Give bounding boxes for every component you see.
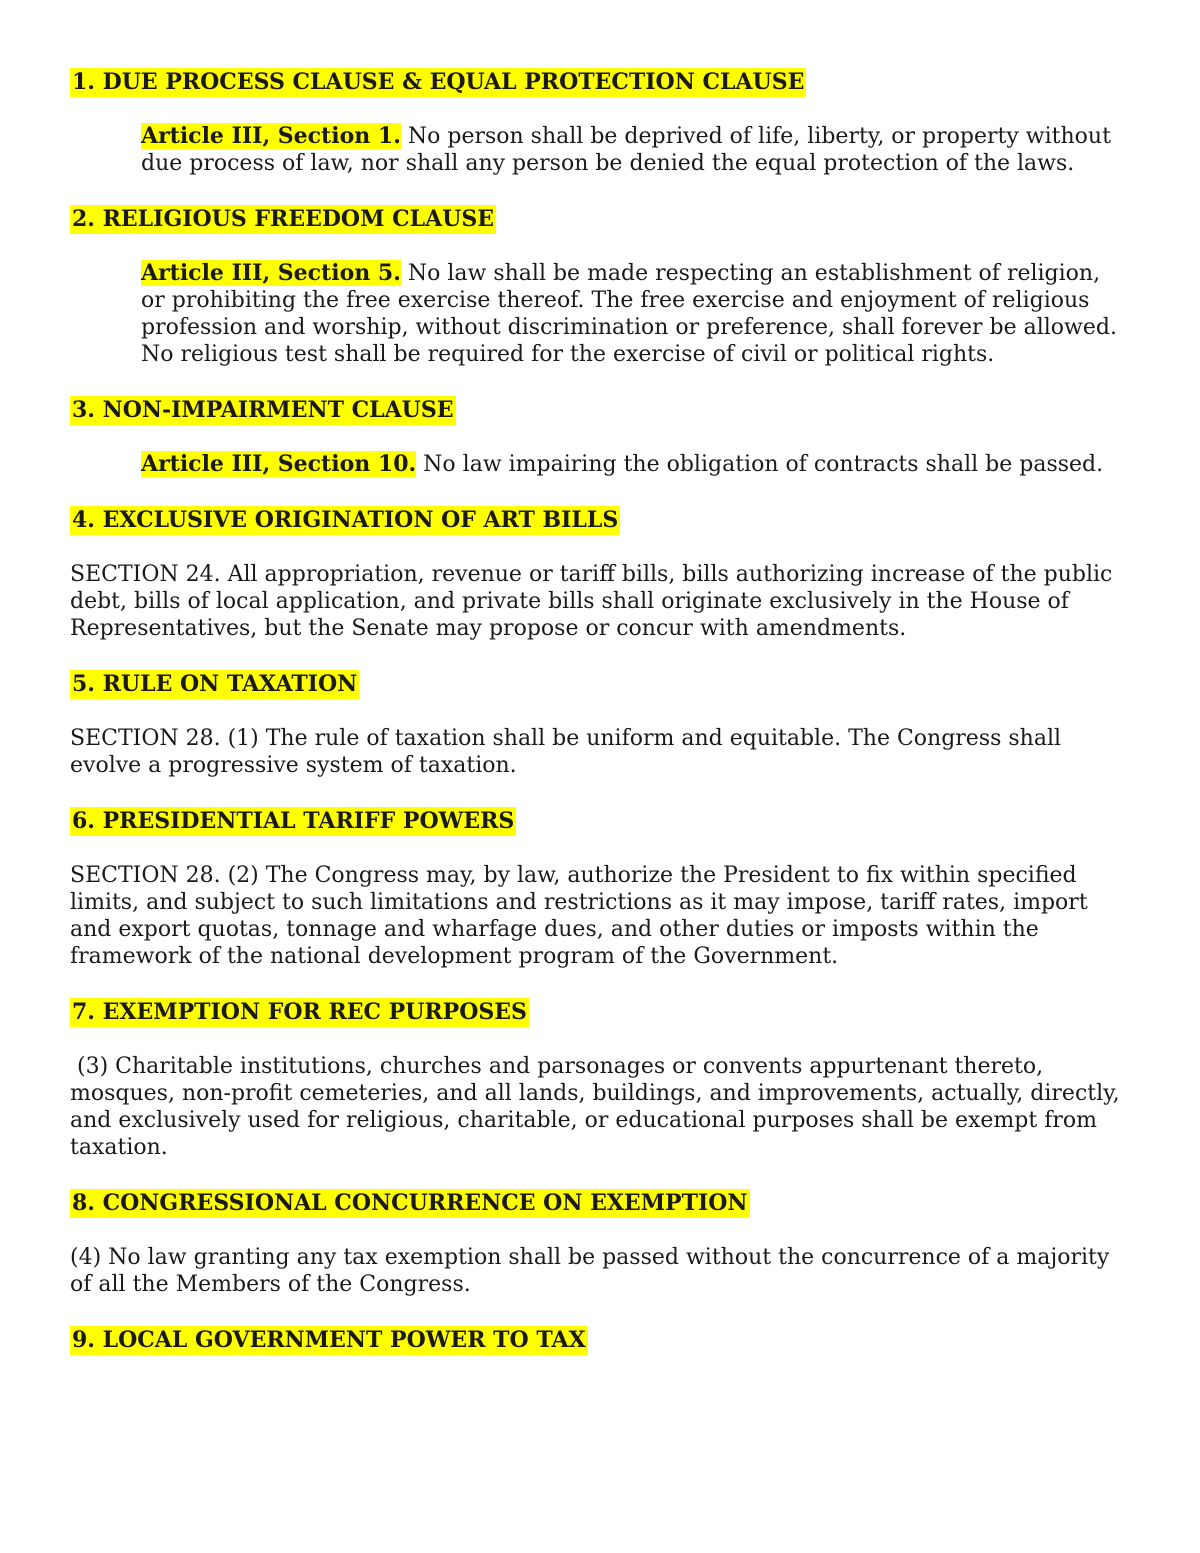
- section-heading-text: 1. DUE PROCESS CLAUSE & EQUAL PROTECTION CLAUSE: [72, 69, 805, 95]
- section-heading: [70, 205, 1128, 234]
- paragraph-text: No law shall be made respecting an establishment of religion, or prohibiting the free exercise thereof. The free exercise and enjoyment of religious profession and worship, without discrimination or preference, shall forever be allowed. No religious test shall be required for the exercise of civil or political rights.: [141, 261, 1117, 367]
- section-heading: [70, 506, 1128, 535]
- section-heading: [70, 670, 1128, 699]
- section-heading-text: 5. RULE ON TAXATION: [72, 671, 358, 697]
- section-heading-text: 2. RELIGIOUS FREEDOM CLAUSE: [72, 206, 494, 232]
- section-heading-text: 3. NON-IMPAIRMENT CLAUSE: [72, 397, 454, 423]
- section-heading-text: 8. CONGRESSIONAL CONCURRENCE ON EXEMPTION: [72, 1190, 748, 1216]
- section-heading: [70, 998, 1128, 1027]
- section-paragraph: [70, 260, 1128, 368]
- section-heading: [70, 1189, 1128, 1218]
- article-reference: Article III, Section 10.: [141, 451, 417, 477]
- section-paragraph: SECTION 28. (2) The Congress may, by law, authorize the President to fix within specified limits, and subject to such limitations and restrictions as it may impose, tariff rates, import and export quotas, tonnage and wharfage dues, and other duties or imposts within the framework of the national development program of the Government.: [70, 863, 1088, 969]
- section-paragraph: SECTION 28. (1) The rule of taxation shall be uniform and equitable. The Congress shall evolve a progressive system of taxation.: [70, 726, 1062, 778]
- section-heading: [70, 68, 1128, 97]
- paragraph-text: No law impairing the obligation of contracts shall be passed.: [416, 452, 1104, 477]
- section-heading-text: 4. EXCLUSIVE ORIGINATION OF ART BILLS: [72, 507, 619, 533]
- section-heading: [70, 396, 1128, 425]
- section-paragraph: [70, 451, 1128, 478]
- section-heading-text: 9. LOCAL GOVERNMENT POWER TO TAX: [72, 1327, 586, 1353]
- section-paragraph: (3) Charitable institutions, churches and parsonages or convents appurtenant thereto, mosques, non-profit cemeteries, and all lands, buildings, and improvements, actually, directly, and exclusively used for religious, charitable, or educational purposes shall be exempt from taxation.: [70, 1054, 1127, 1160]
- section-heading: [70, 807, 1128, 836]
- section-paragraph: (4) No law granting any tax exemption shall be passed without the concurrence of a majority of all the Members of the Congress.: [70, 1245, 1110, 1297]
- section-paragraph: [70, 123, 1128, 177]
- paragraph-text: No person shall be deprived of life, liberty, or property without due process of law, nor shall any person be denied the equal protection of the laws.: [141, 124, 1111, 176]
- article-reference: Article III, Section 5.: [141, 260, 401, 286]
- section-heading-text: 6. PRESIDENTIAL TARIFF POWERS: [72, 808, 515, 834]
- section-paragraph: SECTION 24. All appropriation, revenue or tariff bills, bills authorizing increase of the public debt, bills of local application, and private bills shall originate exclusively in the House of Representatives, but the Senate may propose or concur with amendments.: [70, 562, 1113, 641]
- section-heading: [70, 1326, 1128, 1355]
- article-reference: Article III, Section 1.: [141, 123, 401, 149]
- section-heading-text: 7. EXEMPTION FOR REC PURPOSES: [72, 999, 527, 1025]
